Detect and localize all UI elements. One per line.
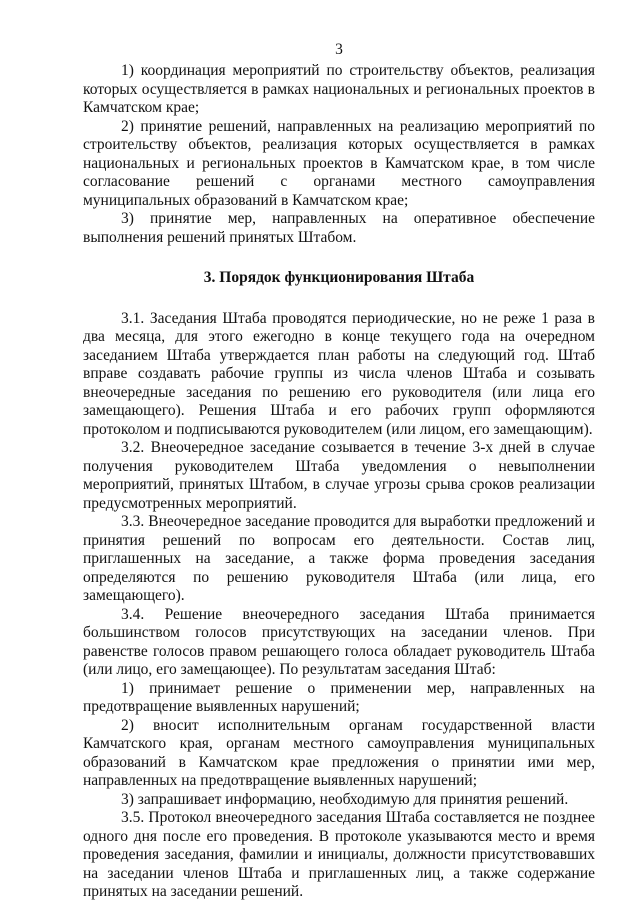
list-item: 1) координация мероприятий по строительству объектов, реализация которых осуществляется в рамках национальных и региональных проектов в Камчатском крае; [83,62,595,116]
list-item: 3) принятие мер, направленных на оперативное обеспечение выполнения решений принятых Штабом. [83,210,595,246]
paragraph-3-5: 3.5. Протокол внеочередного заседания Штаба составляется не позднее одного дня после его проведения. В протоколе указываются место и время проведения заседания, фамилии и инициалы, должности присутствовавших на заседании членов Штаба и приглашенных лиц, а также содержание принятых на заседании решений. [83,809,595,900]
list-item: 1) принимает решение о применении мер, направленных на предотвращение выявленных нарушений; [83,679,595,715]
section-heading: 3. Порядок функционирования Штаба [203,269,475,286]
paragraph-3-2: 3.2. Внеочередное заседание созывается в течение 3-х дней в случае получения руководителем Штаба уведомления о невыполнении мероприятий, принятых Штабом, в случае угрозы срыва сроков реализации предусмотренных мероприятий. [83,439,595,512]
paragraph-3-1: 3.1. Заседания Штаба проводятся периодические, но не реже 1 раза в два месяца, для этого ежегодно в конце текущего года на очередном заседанием Штаба утверждается план работы на следующий год. Штаб вправе создавать рабочие группы из числа членов Штаба и созывать внеочередные заседания по решению его руководителя (или лица его замещающего). Решения Штаба и его рабочих групп оформляются протоколом и подписываются руководителем (или лицом, его замещающим). [83,309,595,438]
paragraph-3-3: 3.3. Внеочередное заседание проводится для выработки предложений и принятия решений по вопросам его деятельности. Состав лиц, приглашенных на заседание, а также форма проведения заседания определяются по решению руководителя Штаба (или лица, его замещающего). [83,513,595,604]
paragraph-3-4: 3.4. Решение внеочередного заседания Штаба принимается большинством голосов присутствующих на заседании членов. При равенстве голосов правом решающего голоса обладает руководитель Штаба (или лицо, его замещающее). По результатам заседания Штаб: [83,605,595,678]
list-item: 2) принятие решений, направленных на реализацию мероприятий по строительству объектов, реализация которых осуществляется в рамках национальных и региональных проектов в Камчатском крае, в том числе согласование решений с органами местного самоуправления муниципальных образований в Камчатском крае; [83,117,595,209]
list-item: 2) вносит исполнительным органам государственной власти Камчатского края, органам местного самоуправления муниципальных образований в Камчатском крае предложения о принятии ими мер, направленных на предотвращение выявленных нарушений; [83,716,595,789]
page-number: 3 [335,41,343,58]
list-item: 3) запрашивает информацию, необходимую для принятия решений. [121,790,569,808]
